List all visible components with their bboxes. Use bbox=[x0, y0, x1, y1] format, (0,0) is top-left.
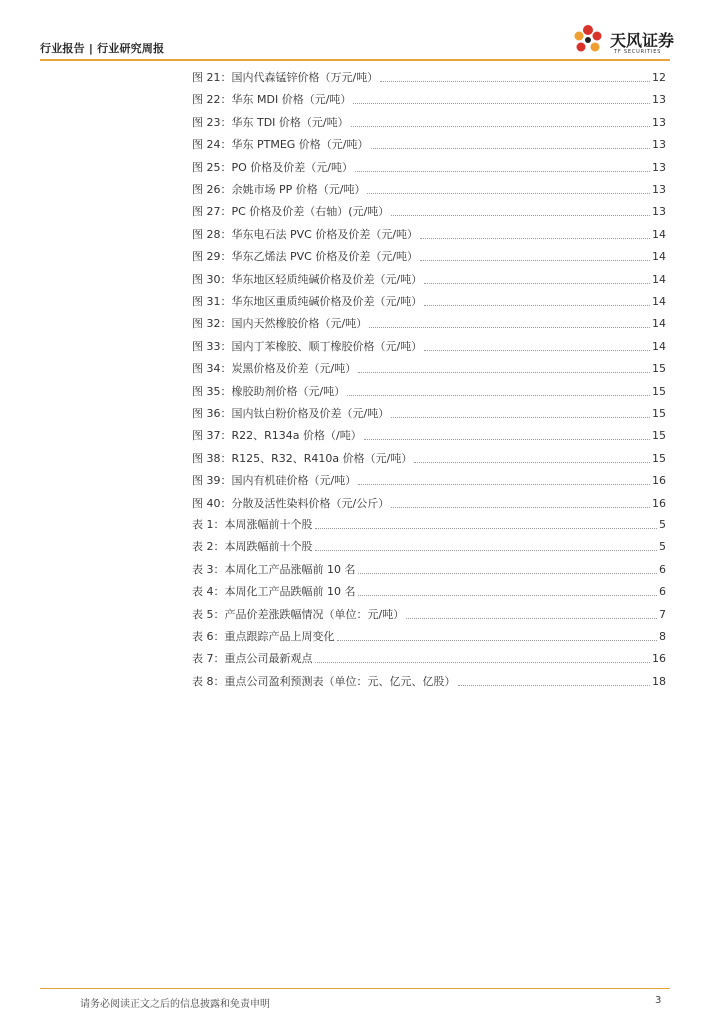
figure-toc-entry-label: 图 28：华东电石法 PVC 价格及价差（元/吨） bbox=[192, 227, 419, 241]
dot-leader bbox=[355, 170, 650, 172]
figure-toc-entry-page: 15 bbox=[652, 362, 666, 376]
figure-toc-entry[interactable] bbox=[192, 472, 666, 488]
dot-leader bbox=[358, 572, 658, 574]
figure-toc-entry-label: 图 21：国内代森锰锌价格（万元/吨） bbox=[192, 71, 379, 84]
table-toc-entry[interactable] bbox=[192, 606, 666, 622]
dot-leader bbox=[420, 237, 650, 239]
figure-toc-entry-label: 图 30：华东地区轻质纯碱价格及价差（元/吨） bbox=[192, 272, 423, 286]
company-logo bbox=[570, 22, 680, 58]
figure-toc-entry-label: 图 32：国内天然橡胶价格（元/吨） bbox=[192, 317, 368, 331]
figure-toc-entry-page: 15 bbox=[652, 451, 666, 465]
figure-toc-entry[interactable] bbox=[192, 338, 666, 354]
table-toc-entry[interactable] bbox=[192, 538, 666, 554]
figure-toc-entry[interactable] bbox=[192, 136, 666, 152]
dot-leader bbox=[391, 416, 650, 418]
figure-toc-entry-label: 图 23：华东 TDI 价格（元/吨） bbox=[192, 115, 349, 129]
table-toc-entry-label: 表 6：重点跟踪产品上周变化 bbox=[192, 630, 335, 643]
table-toc-entry-label: 表 7：重点公司最新观点 bbox=[192, 652, 313, 666]
figure-toc-entry-page: 13 bbox=[652, 115, 666, 129]
table-toc-entry-label: 表 8：重点公司盈利预测表（单位：元、亿元、亿股） bbox=[192, 674, 456, 688]
dot-leader bbox=[347, 394, 650, 396]
header-divider bbox=[40, 59, 670, 61]
figure-toc-entry[interactable] bbox=[192, 181, 666, 197]
table-toc-entry-page: 6 bbox=[659, 562, 666, 576]
figure-toc-entry[interactable] bbox=[192, 450, 666, 466]
dot-leader bbox=[315, 549, 658, 551]
figure-toc-entry-page: 13 bbox=[652, 183, 666, 196]
figure-toc-entry-label: 图 33：国内丁苯橡胶、顺丁橡胶价格（元/吨） bbox=[192, 339, 423, 353]
table-toc-entry[interactable] bbox=[192, 583, 666, 599]
figure-toc-entry-page: 14 bbox=[652, 250, 666, 264]
figure-toc-entry[interactable] bbox=[192, 405, 666, 421]
dot-leader bbox=[424, 349, 650, 351]
dot-leader bbox=[406, 617, 657, 619]
figure-toc-entry[interactable] bbox=[192, 293, 666, 309]
table-toc-entry-page: 7 bbox=[659, 607, 666, 621]
figure-toc-entry-label: 图 25：PO 价格及价差（元/吨） bbox=[192, 160, 353, 174]
figure-toc-entry[interactable] bbox=[192, 91, 666, 107]
figure-toc-entry[interactable] bbox=[192, 271, 666, 287]
figure-toc-entry-page: 13 bbox=[652, 138, 666, 152]
figure-toc-entry-page: 14 bbox=[652, 295, 666, 308]
page-number: 3 bbox=[655, 995, 662, 1006]
figure-toc-entry[interactable] bbox=[192, 427, 666, 443]
figure-toc-entry-label: 图 24：华东 PTMEG 价格（元/吨） bbox=[192, 138, 369, 152]
figure-toc-entry-label: 图 35：橡胶助剂价格（元/吨） bbox=[192, 384, 346, 398]
dot-leader bbox=[391, 214, 650, 216]
figure-toc-entry-label: 图 38：R125、R32、R410a 价格（元/吨） bbox=[192, 451, 413, 465]
dot-leader bbox=[424, 282, 650, 284]
figure-toc-entry-label: 图 26：余姚市场 PP 价格（元/吨） bbox=[192, 183, 366, 196]
figure-toc-entry-page: 16 bbox=[652, 496, 666, 510]
table-toc-entry-label: 表 3：本周化工产品涨幅前 10 名 bbox=[192, 562, 356, 576]
figure-toc-entry-label: 图 31：华东地区重质纯碱价格及价差（元/吨） bbox=[192, 295, 423, 308]
dot-leader bbox=[358, 594, 658, 596]
figure-toc-entry[interactable] bbox=[192, 226, 666, 242]
figure-toc-entry-page: 13 bbox=[652, 93, 666, 107]
dot-leader bbox=[367, 192, 650, 194]
dot-leader bbox=[414, 461, 650, 463]
dot-leader bbox=[315, 527, 658, 529]
dot-leader bbox=[351, 125, 650, 127]
footer-divider bbox=[40, 988, 670, 989]
figure-toc-entry[interactable] bbox=[192, 114, 666, 130]
figure-toc-entry-page: 15 bbox=[652, 407, 666, 420]
dot-leader bbox=[358, 483, 650, 485]
figure-toc-entry-page: 15 bbox=[652, 429, 666, 443]
table-toc-entry[interactable] bbox=[192, 561, 666, 577]
dot-leader bbox=[358, 371, 650, 373]
figure-toc-entry-label: 图 27：PC 价格及价差（右轴）(元/吨） bbox=[192, 205, 390, 219]
report-header-title: 行业报告 | 行业研究周报 bbox=[40, 42, 165, 55]
table-toc-entry-page: 5 bbox=[659, 540, 666, 554]
dot-leader bbox=[337, 639, 658, 641]
figure-toc-entry-label: 图 39：国内有机硅价格（元/吨） bbox=[192, 474, 357, 488]
dot-leader bbox=[315, 661, 651, 663]
dot-leader bbox=[458, 684, 651, 686]
table-toc-entry-page: 18 bbox=[652, 674, 666, 688]
table-toc-entry-page: 8 bbox=[659, 630, 666, 643]
table-toc-entry-page: 16 bbox=[652, 652, 666, 666]
figure-toc-entry-label: 图 29：华东乙烯法 PVC 价格及价差（元/吨） bbox=[192, 250, 419, 264]
table-toc-entry-label: 表 4：本周化工产品跌幅前 10 名 bbox=[192, 585, 356, 599]
figure-toc-entry-page: 14 bbox=[652, 272, 666, 286]
figure-toc-entry[interactable] bbox=[192, 383, 666, 399]
table-toc-entry[interactable] bbox=[192, 628, 666, 644]
logo-text-cn: 天风证券 bbox=[610, 31, 675, 50]
dot-leader bbox=[353, 102, 650, 104]
figure-toc-entry[interactable] bbox=[192, 315, 666, 331]
figure-toc-entry-page: 12 bbox=[652, 71, 666, 84]
figure-toc-entry[interactable] bbox=[192, 360, 666, 376]
figure-toc-entry[interactable] bbox=[192, 159, 666, 175]
figure-toc-entry-label: 图 40：分散及活性染料价格（元/公斤） bbox=[192, 496, 390, 510]
dot-leader bbox=[391, 506, 650, 508]
dot-leader bbox=[364, 438, 650, 440]
logo-flower-icon bbox=[570, 22, 606, 58]
figure-toc-entry-label: 图 37：R22、R134a 价格（/吨） bbox=[192, 429, 362, 443]
table-toc-entry-label: 表 1：本周涨幅前十个股 bbox=[192, 518, 313, 531]
figure-toc-entry-page: 16 bbox=[652, 474, 666, 488]
footer-disclaimer: 请务必阅读正文之后的信息披露和免责申明 bbox=[80, 999, 270, 1010]
dot-leader bbox=[380, 80, 650, 82]
figure-toc-entry-page: 15 bbox=[652, 384, 666, 398]
table-toc-entry-page: 5 bbox=[659, 518, 666, 531]
figure-toc-entry-label: 图 22：华东 MDI 价格（元/吨） bbox=[192, 93, 352, 107]
table-toc-entry-label: 表 5：产品价差涨跌幅情况（单位：元/吨） bbox=[192, 607, 405, 621]
dot-leader bbox=[371, 147, 650, 149]
figure-toc-entry[interactable] bbox=[192, 248, 666, 264]
table-toc-entry-label: 表 2：本周跌幅前十个股 bbox=[192, 540, 313, 554]
figure-toc-entry-page: 14 bbox=[652, 227, 666, 241]
logo-text-en: TF SECURITIES bbox=[614, 49, 662, 55]
figure-toc-entry[interactable] bbox=[192, 495, 666, 511]
figure-toc-entry[interactable] bbox=[192, 69, 666, 85]
figure-toc-entry-page: 14 bbox=[652, 317, 666, 331]
figure-toc-entry-page: 13 bbox=[652, 160, 666, 174]
figure-toc-entry-page: 14 bbox=[652, 339, 666, 353]
dot-leader bbox=[369, 326, 650, 328]
dot-leader bbox=[420, 259, 650, 261]
table-toc-entry[interactable] bbox=[192, 650, 666, 666]
table-toc-entry[interactable] bbox=[192, 673, 666, 689]
table-toc-entry[interactable] bbox=[192, 516, 666, 532]
figure-toc-entry-label: 图 34：炭黑价格及价差（元/吨） bbox=[192, 362, 357, 376]
table-toc-entry-page: 6 bbox=[659, 585, 666, 599]
dot-leader bbox=[424, 304, 650, 306]
figure-toc-entry[interactable] bbox=[192, 203, 666, 219]
figure-toc-entry-label: 图 36：国内钛白粉价格及价差（元/吨） bbox=[192, 407, 390, 420]
figure-toc-entry-page: 13 bbox=[652, 205, 666, 219]
